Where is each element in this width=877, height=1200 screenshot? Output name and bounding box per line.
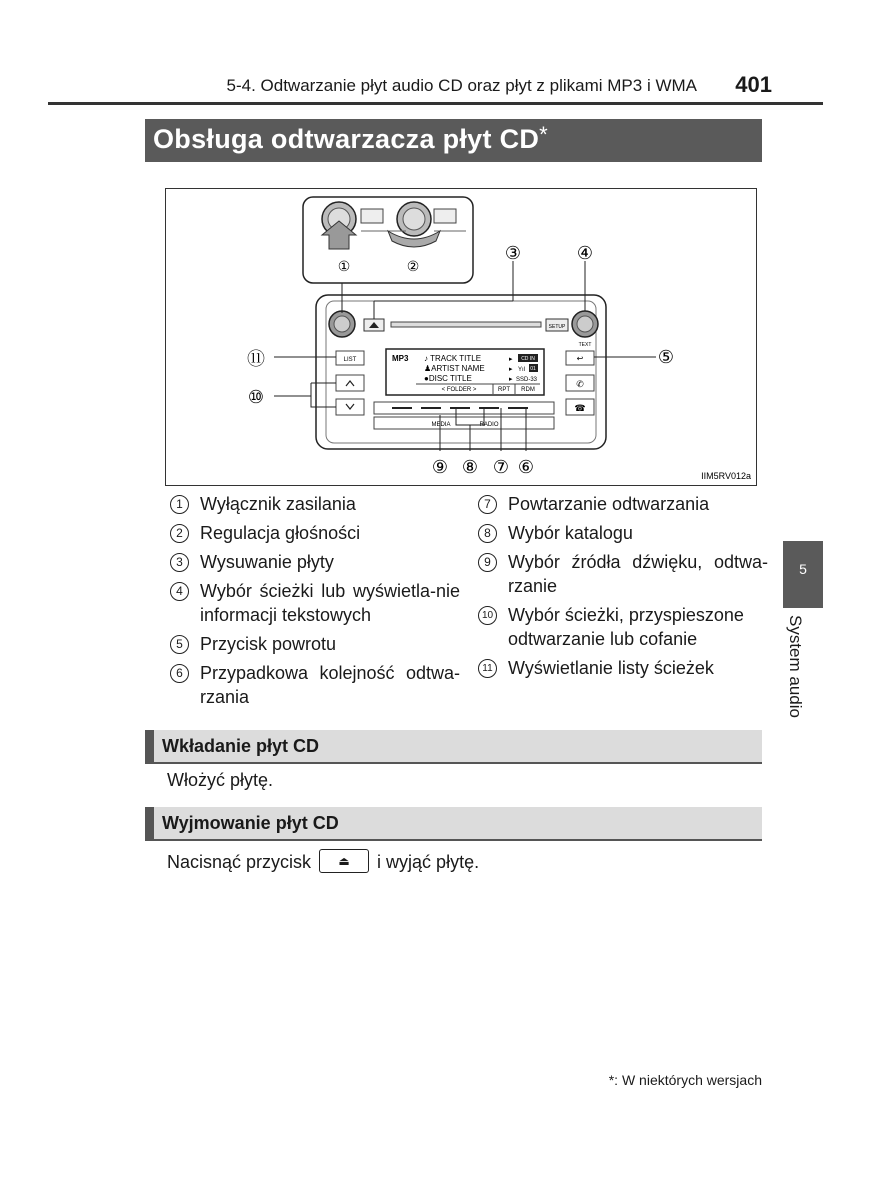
screen-folder: < FOLDER >	[441, 387, 477, 393]
legend-text: Wybór katalogu	[508, 523, 633, 543]
callout-9: ⑨	[431, 457, 449, 477]
legend-item	[170, 492, 460, 516]
legend-number: 11	[478, 659, 497, 678]
setup-label: SETUP	[548, 324, 566, 330]
legend-item	[170, 661, 460, 709]
legend-number: 4	[170, 582, 189, 601]
screen-rpt: RPT	[498, 387, 510, 393]
ejecting-instruction: Nacisnąć przycisk ⏏ i wyjąć płytę.	[167, 851, 479, 875]
legend-number: 9	[478, 553, 497, 572]
svg-text:✆: ✆	[576, 379, 584, 389]
page-number: 401	[735, 72, 772, 97]
legend-item	[478, 492, 768, 516]
footnote: *: W niektórych wersjach	[608, 1072, 762, 1088]
media-label: MEDIA	[431, 422, 451, 428]
legend-number: 5	[170, 635, 189, 654]
subsection-ejecting	[145, 807, 762, 841]
chapter-tab-number: 5	[799, 561, 807, 577]
subsection-title: Wyjmowanie płyt CD	[162, 813, 339, 833]
legend-number: 7	[478, 495, 497, 514]
legend-text: Przycisk powrotu	[200, 634, 337, 654]
figure-code: IIM5RV012a	[701, 471, 751, 481]
footnote-marker: *	[539, 122, 549, 147]
legend-number: 1	[170, 495, 189, 514]
callout-5: ⑤	[657, 347, 675, 367]
cd-player-figure	[165, 188, 757, 486]
svg-text:▸: ▸	[509, 356, 513, 363]
callout-1: ①	[337, 258, 351, 274]
section-title-bar	[145, 119, 762, 162]
header-rule	[48, 102, 823, 105]
legend-column-2	[478, 492, 768, 685]
svg-text:Yıl: Yıl	[518, 367, 526, 373]
callout-11: ⑪	[247, 349, 265, 369]
callout-6: ⑥	[517, 457, 535, 477]
legend-item	[478, 656, 768, 680]
legend-item	[478, 603, 768, 651]
inserting-instruction: Włożyć płytę.	[167, 770, 274, 790]
screen-mp3: MP3	[392, 354, 409, 363]
eject-icon: ⏏	[319, 849, 369, 873]
legend-item	[170, 550, 460, 574]
chapter-tab	[783, 541, 823, 608]
legend-item	[170, 521, 460, 545]
legend-item	[170, 632, 460, 656]
section-title: Obsługa odtwarzacza płyt CD*	[153, 122, 549, 154]
legend-item	[170, 579, 460, 627]
legend-text: Wybór ścieżki lub wyświetla-nie informacji tekstowych	[200, 581, 460, 625]
page-header	[0, 0, 877, 110]
callout-8: ⑧	[461, 457, 479, 477]
radio-label: RADIO	[479, 422, 499, 428]
cd-player-illustration	[166, 189, 756, 485]
screen-rdm: RDM	[521, 387, 535, 393]
svg-text:▸: ▸	[509, 366, 513, 373]
svg-text:↩: ↩	[576, 354, 584, 363]
callout-7: ⑦	[492, 457, 510, 477]
callout-2: ②	[406, 258, 420, 274]
screen-artist-name: ♟ARTIST NAME	[424, 364, 485, 373]
text-label: TEXT	[578, 342, 592, 348]
svg-text:01: 01	[530, 366, 536, 372]
screen-counter: SSD-33	[516, 377, 538, 383]
chapter-title: 5-4. Odtwarzanie płyt audio CD oraz płyt z plikami MP3 i WMA	[226, 76, 697, 95]
legend-column-1	[170, 492, 460, 714]
legend-text: Powtarzanie odtwarzania	[508, 494, 710, 514]
legend-number: 10	[478, 606, 497, 625]
callout-3: ③	[504, 243, 522, 263]
chapter-tab-label: System audio	[786, 615, 805, 718]
legend-text: Wybór źródła dźwięku, odtwa-rzanie	[508, 552, 768, 596]
legend-number: 6	[170, 664, 189, 683]
screen-disc-title: ●DISC TITLE	[424, 374, 472, 383]
legend-item	[478, 521, 768, 545]
svg-text:☎: ☎	[574, 403, 586, 413]
callout-4: ④	[576, 243, 594, 263]
legend-text: Regulacja głośności	[200, 523, 361, 543]
callout-10: ⑩	[247, 387, 265, 407]
legend-number: 3	[170, 553, 189, 572]
screen-track-title: ♪ TRACK TITLE	[424, 354, 482, 363]
legend-text: Przypadkowa kolejność odtwa-rzania	[200, 663, 460, 707]
legend-item	[478, 550, 768, 598]
legend-text: Wybór ścieżki, przyspieszone odtwarzanie lub cofanie	[508, 605, 744, 649]
subsection-inserting	[145, 730, 762, 764]
legend-text: Wysuwanie płyty	[200, 552, 334, 572]
legend-number: 2	[170, 524, 189, 543]
svg-text:▸: ▸	[509, 376, 513, 383]
list-label: LIST	[343, 357, 357, 363]
subsection-title: Wkładanie płyt CD	[162, 736, 320, 756]
legend-number: 8	[478, 524, 497, 543]
screen-cd-in: CD IN	[521, 356, 535, 362]
legend-text: Wyświetlanie listy ścieżek	[508, 658, 714, 678]
legend-text: Wyłącznik zasilania	[200, 494, 356, 514]
